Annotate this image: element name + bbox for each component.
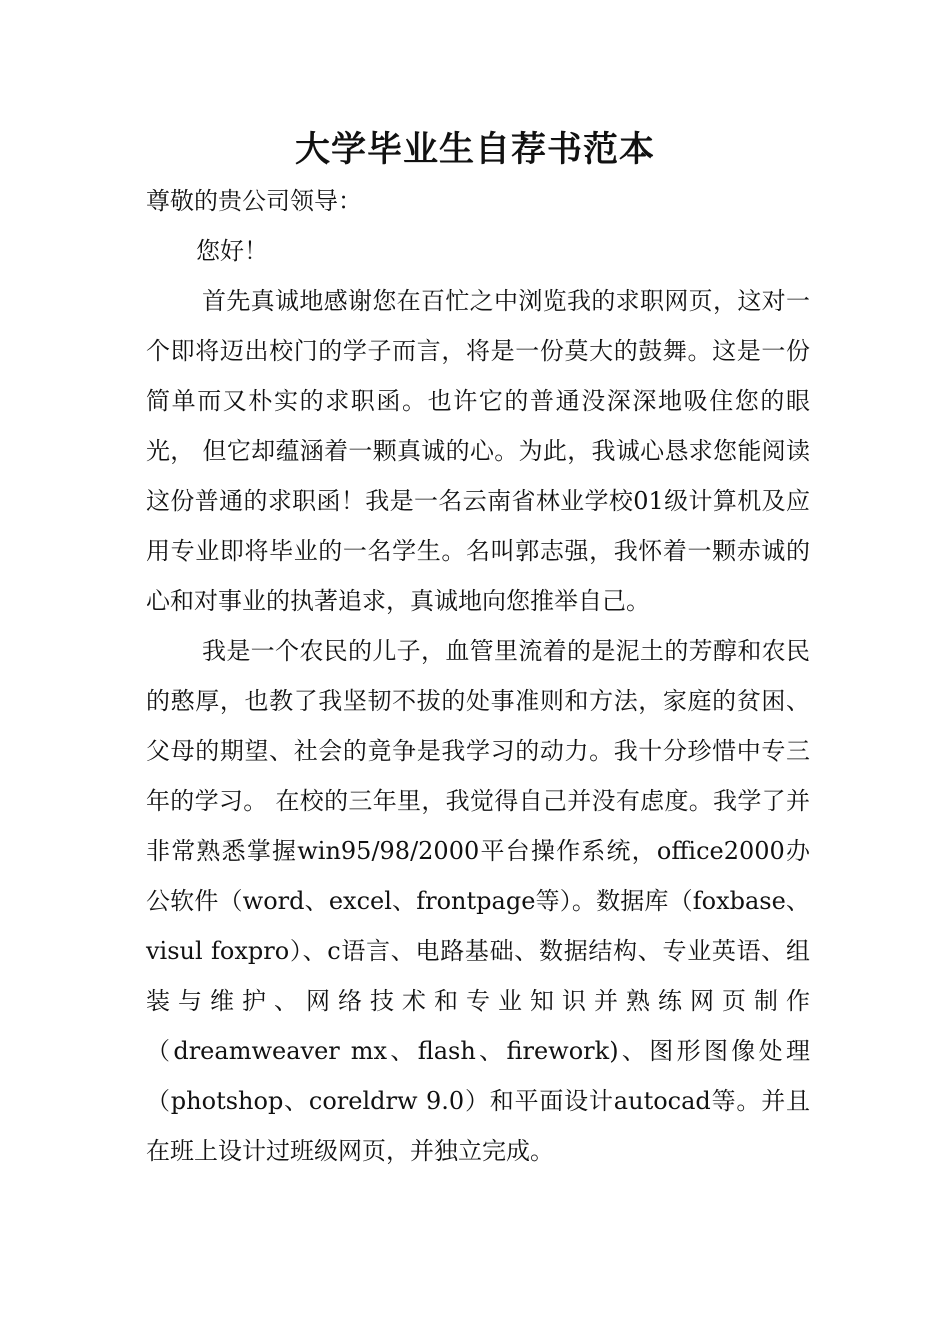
greeting: 您好！ — [196, 237, 268, 265]
salutation: 尊敬的贵公司领导： — [146, 187, 362, 215]
paragraph-introduction: 首先真诚地感谢您在百忙之中浏览我的求职网页，这对一个即将迈出校门的学子而言，将是一份莫大的鼓舞。这是一份简单而又朴实的求职函。也许它的普通没深深地吸住您的眼光， 但它却蕴涵着一颗真诚的心。为此，我诚心恳求您能阅读这份普通的求职函！我是一名云南省林业学校01级计算机及应用专业即将毕业的一名学生。名叫郭志强，我怀着一颗赤诚的心和对事业的执著追求，真诚地向您推举自己。 — [146, 287, 810, 615]
document-title: 大学毕业生自荐书范本 — [294, 130, 655, 170]
paragraph-background-skills: 我是一个农民的儿子，血管里流着的是泥土的芳醇和农民的憨厚，也教了我坚韧不拔的处事准则和方法，家庭的贫困、父母的期望、社会的竟争是我学习的动力。我十分珍惜中专三年的学习。 在校的三年里，我觉得自己并没有虑度。我学了并非常熟悉掌握win95/98/2000平台操作系统，office2000办公软件（word、excel、frontpage等）。数据库（foxbase、visul foxpro）、c语言、电路基础、数据结构、专业英语、组装与维护、网络技术和专业知识并熟练网页制作（dreamweaver mx、flash、firework)、图形图像处理（photshop、coreldrw 9.0）和平面设计autocad等。并且在班上设计过班级网页，并独立完成。 — [146, 637, 810, 1165]
letter-body — [146, 176, 810, 1176]
